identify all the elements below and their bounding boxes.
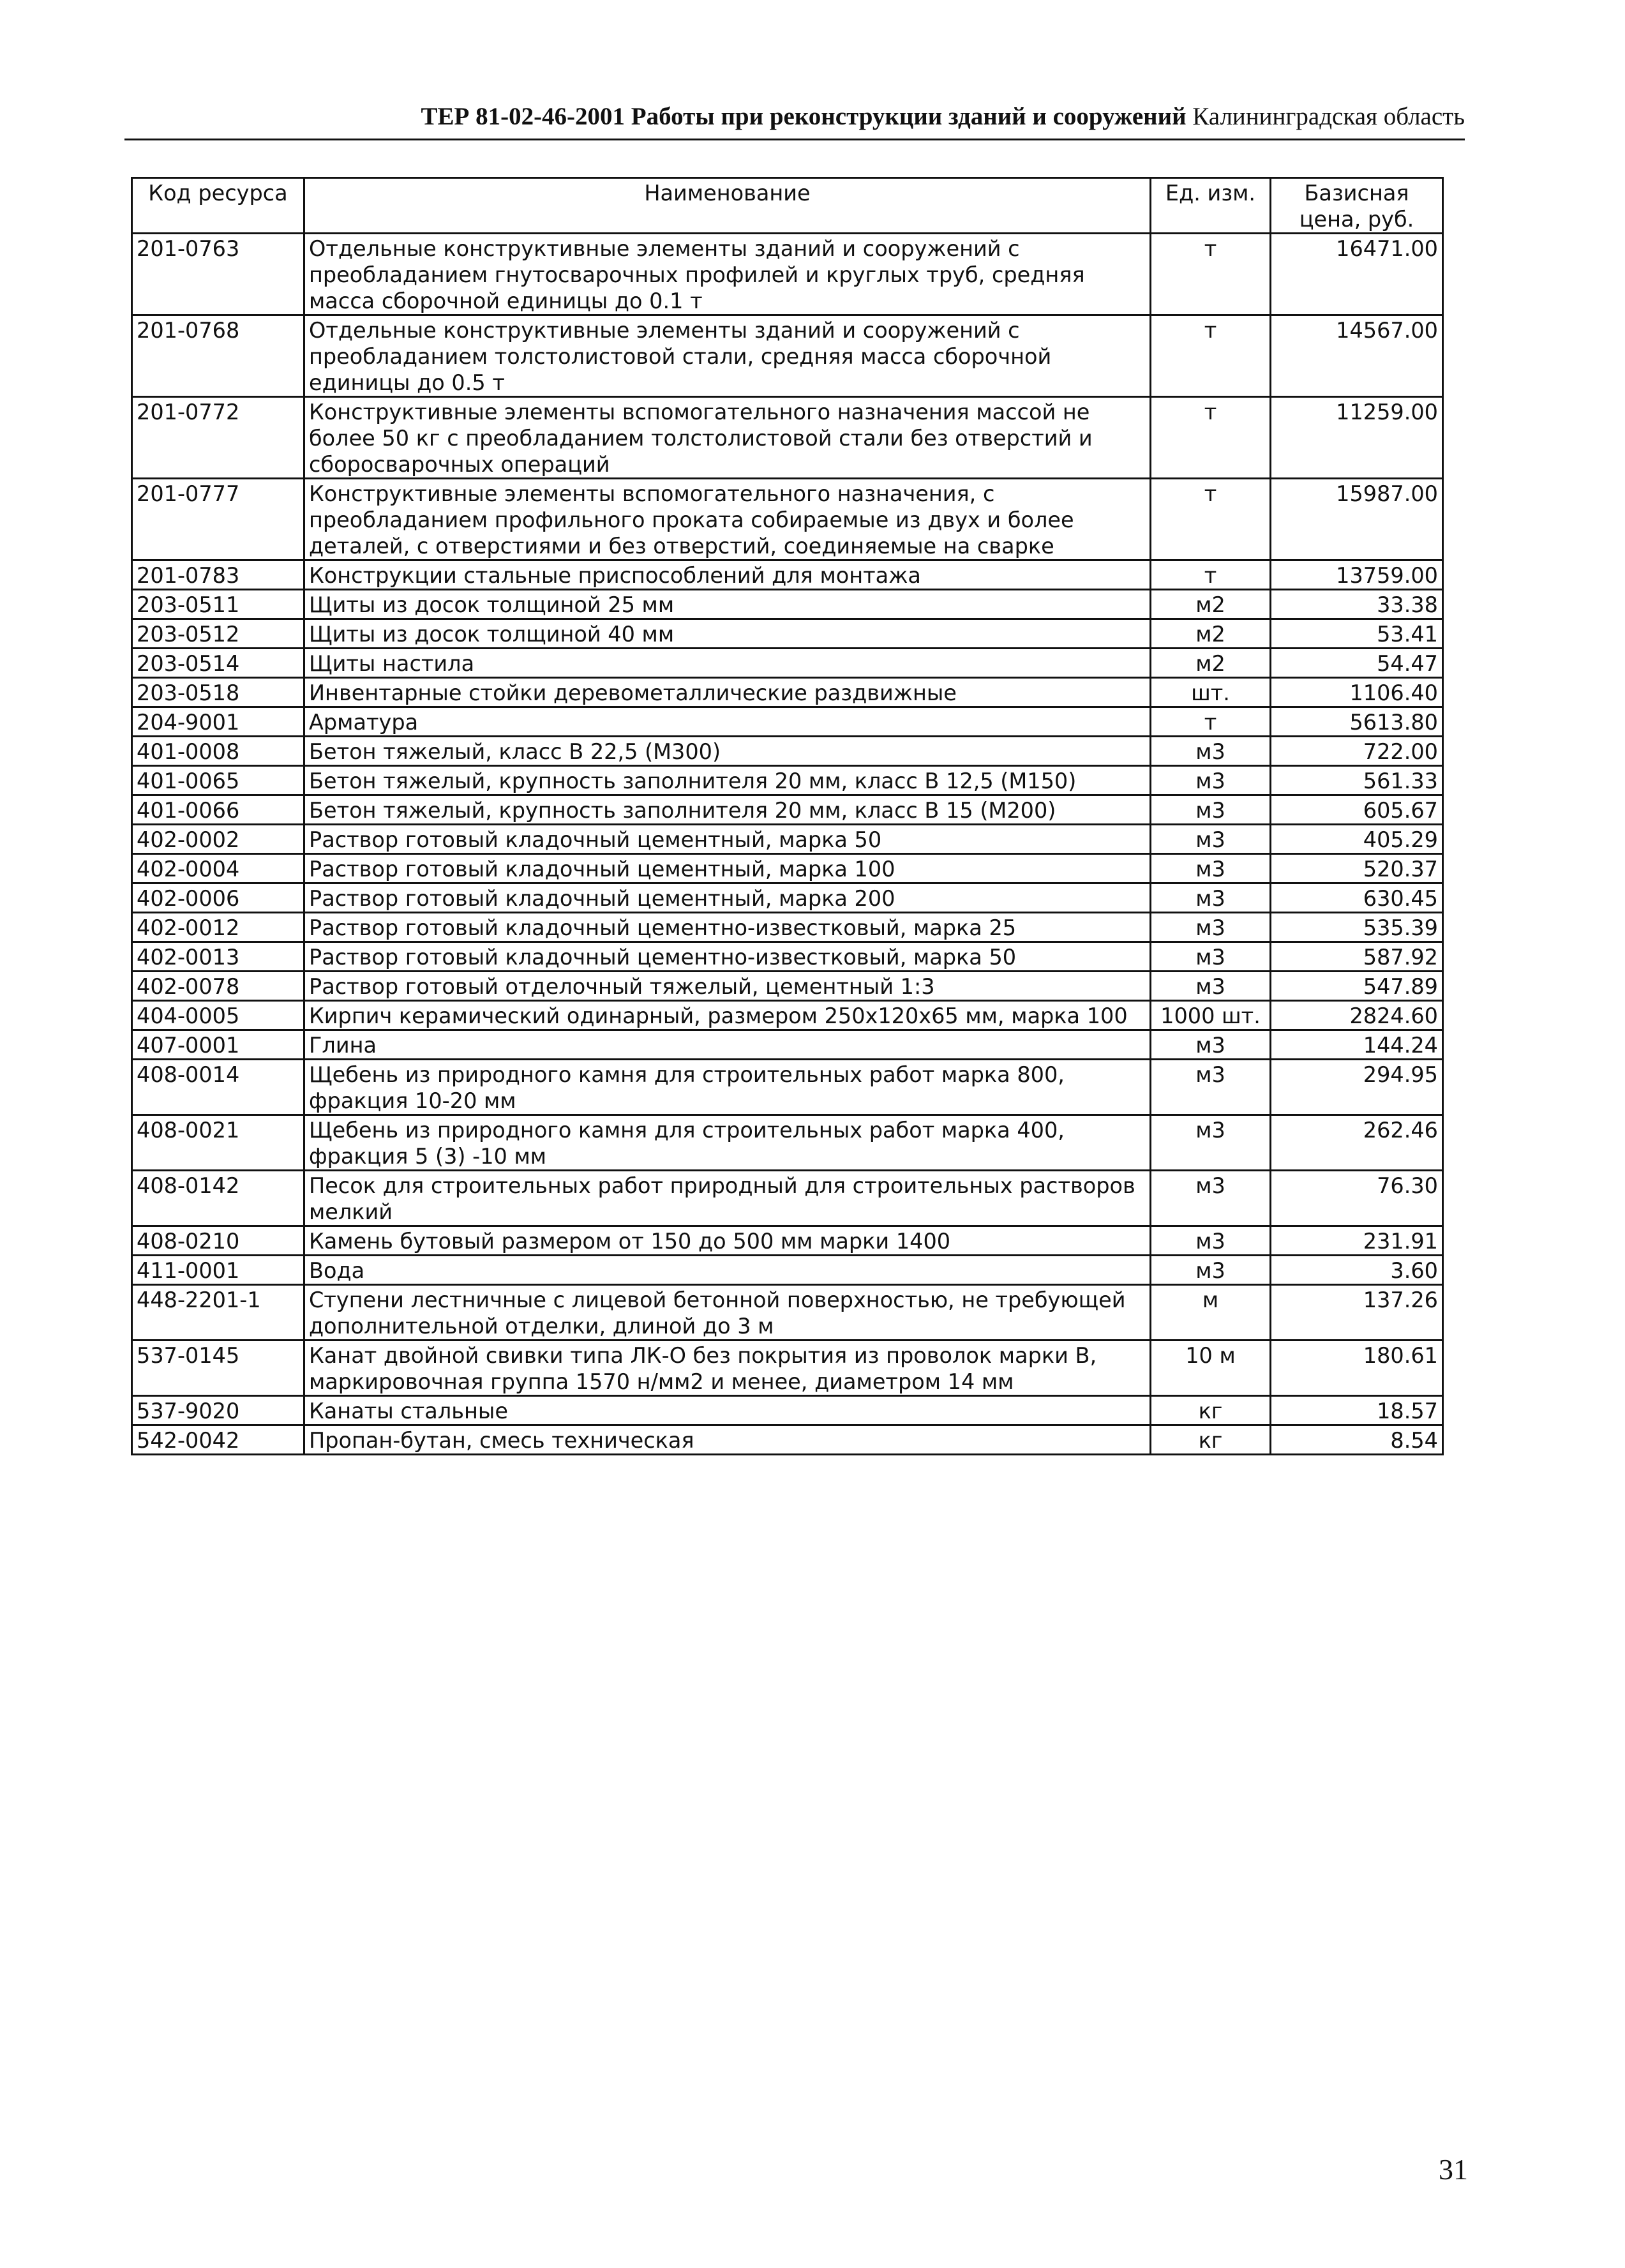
table-row (132, 854, 1443, 883)
unit-cell: м2 (1151, 649, 1271, 678)
name-cell: Кирпич керамический одинарный, размером 250х120х65 мм, марка 100 (304, 1001, 1151, 1030)
table-row (132, 234, 1443, 315)
name-cell: Щиты настила (304, 649, 1151, 678)
name-cell: Ступени лестничные с лицевой бетонной поверхностью, не требующей дополнительной отделки, длиной до 3 м (304, 1285, 1151, 1341)
unit-cell: т (1151, 234, 1271, 315)
name-cell: Бетон тяжелый, крупность заполнителя 20 мм, класс В 15 (М200) (304, 795, 1151, 825)
name-cell: Конструктивные элементы вспомогательного назначения массой не более 50 кг с преобладанием толстолистовой стали без отверстий и сборосварочных операций (304, 397, 1151, 479)
name-cell: Конструкции стальные приспособлений для монтажа (304, 560, 1151, 590)
name-cell: Канаты стальные (304, 1396, 1151, 1425)
price-cell: 535.39 (1271, 913, 1443, 942)
unit-cell: т (1151, 397, 1271, 479)
code-cell: 402-0013 (132, 942, 304, 972)
code-cell: 203-0511 (132, 590, 304, 619)
code-cell: 408-0014 (132, 1060, 304, 1115)
code-cell: 401-0066 (132, 795, 304, 825)
price-cell: 15987.00 (1271, 479, 1443, 560)
unit-cell: т (1151, 479, 1271, 560)
price-cell: 547.89 (1271, 972, 1443, 1001)
name-cell: Канат двойной свивки типа ЛК-О без покрытия из проволок марки В, маркировочная группа 1570 н/мм2 и менее, диаметром 14 мм (304, 1341, 1151, 1396)
name-cell: Камень бутовый размером от 150 до 500 мм марки 1400 (304, 1226, 1151, 1256)
code-cell: 408-0021 (132, 1115, 304, 1171)
column-header-code: Код ресурса (132, 178, 304, 234)
code-cell: 404-0005 (132, 1001, 304, 1030)
table-row (132, 1256, 1443, 1285)
code-cell: 203-0512 (132, 619, 304, 649)
price-cell: 1106.40 (1271, 678, 1443, 707)
unit-cell: 10 м (1151, 1341, 1271, 1396)
price-cell: 33.38 (1271, 590, 1443, 619)
unit-cell: м3 (1151, 1115, 1271, 1171)
code-cell: 401-0008 (132, 737, 304, 766)
name-cell: Пропан-бутан, смесь техническая (304, 1425, 1151, 1455)
table-row (132, 397, 1443, 479)
unit-cell: кг (1151, 1425, 1271, 1455)
unit-cell: м3 (1151, 942, 1271, 972)
price-cell: 137.26 (1271, 1285, 1443, 1341)
unit-cell: м3 (1151, 1226, 1271, 1256)
price-cell: 561.33 (1271, 766, 1443, 795)
header-title: ТЕР 81-02-46-2001 Работы при реконструкции зданий и сооружений (421, 103, 1187, 130)
table-row (132, 766, 1443, 795)
table-row (132, 479, 1443, 560)
unit-cell: м3 (1151, 825, 1271, 854)
code-cell: 537-0145 (132, 1341, 304, 1396)
table-row (132, 1396, 1443, 1425)
table-row (132, 678, 1443, 707)
price-cell: 722.00 (1271, 737, 1443, 766)
table-row (132, 619, 1443, 649)
code-cell: 402-0002 (132, 825, 304, 854)
code-cell: 201-0783 (132, 560, 304, 590)
price-cell: 3.60 (1271, 1256, 1443, 1285)
price-cell: 520.37 (1271, 854, 1443, 883)
price-cell: 54.47 (1271, 649, 1443, 678)
code-cell: 201-0777 (132, 479, 304, 560)
code-cell: 402-0006 (132, 883, 304, 913)
table-row (132, 972, 1443, 1001)
unit-cell: м3 (1151, 972, 1271, 1001)
unit-cell: м2 (1151, 590, 1271, 619)
table-row (132, 913, 1443, 942)
table-row (132, 825, 1443, 854)
price-cell: 11259.00 (1271, 397, 1443, 479)
column-header-price: Базисная цена, руб. (1271, 178, 1443, 234)
name-cell: Конструктивные элементы вспомогательного назначения, с преобладанием профильного проката собираемые из двух и более деталей, с отверстиями и без отверстий, соединяемые на сварке (304, 479, 1151, 560)
price-cell: 5613.80 (1271, 707, 1443, 737)
unit-cell: м3 (1151, 1060, 1271, 1115)
table-row (132, 1060, 1443, 1115)
name-cell: Раствор готовый кладочный цементный, марка 200 (304, 883, 1151, 913)
unit-cell: м3 (1151, 795, 1271, 825)
unit-cell: м3 (1151, 883, 1271, 913)
column-header-unit: Ед. изм. (1151, 178, 1271, 234)
code-cell: 203-0518 (132, 678, 304, 707)
price-cell: 587.92 (1271, 942, 1443, 972)
table-row (132, 590, 1443, 619)
unit-cell: м3 (1151, 913, 1271, 942)
table-row (132, 707, 1443, 737)
unit-cell: 1000 шт. (1151, 1001, 1271, 1030)
price-cell: 294.95 (1271, 1060, 1443, 1115)
name-cell: Бетон тяжелый, крупность заполнителя 20 мм, класс В 12,5 (М150) (304, 766, 1151, 795)
code-cell: 408-0210 (132, 1226, 304, 1256)
table-row (132, 1425, 1443, 1455)
code-cell: 203-0514 (132, 649, 304, 678)
name-cell: Щиты из досок толщиной 40 мм (304, 619, 1151, 649)
code-cell: 402-0078 (132, 972, 304, 1001)
price-cell: 144.24 (1271, 1030, 1443, 1060)
header-region: Калининградская область (1192, 103, 1465, 130)
unit-cell: м3 (1151, 737, 1271, 766)
table-row (132, 1341, 1443, 1396)
price-cell: 262.46 (1271, 1115, 1443, 1171)
table-header-row (132, 178, 1443, 234)
name-cell: Вода (304, 1256, 1151, 1285)
name-cell: Отдельные конструктивные элементы зданий и сооружений с преобладанием толстолистовой стали, средняя масса сборочной единицы до 0.5 т (304, 315, 1151, 397)
name-cell: Раствор готовый кладочный цементный, марка 100 (304, 854, 1151, 883)
unit-cell: шт. (1151, 678, 1271, 707)
code-cell: 407-0001 (132, 1030, 304, 1060)
unit-cell: м3 (1151, 854, 1271, 883)
name-cell: Глина (304, 1030, 1151, 1060)
table-row (132, 1030, 1443, 1060)
header-rule (124, 139, 1465, 140)
column-header-name: Наименование (304, 178, 1151, 234)
code-cell: 537-9020 (132, 1396, 304, 1425)
name-cell: Отдельные конструктивные элементы зданий и сооружений с преобладанием гнутосварочных профилей и круглых труб, средняя масса сборочной единицы до 0.1 т (304, 234, 1151, 315)
unit-cell: т (1151, 707, 1271, 737)
unit-cell: м3 (1151, 1030, 1271, 1060)
unit-cell: т (1151, 315, 1271, 397)
name-cell: Раствор готовый кладочный цементно-известковый, марка 25 (304, 913, 1151, 942)
table-row (132, 1171, 1443, 1226)
price-cell: 630.45 (1271, 883, 1443, 913)
name-cell: Раствор готовый кладочный цементно-известковый, марка 50 (304, 942, 1151, 972)
price-cell: 8.54 (1271, 1425, 1443, 1455)
page-header (124, 99, 1465, 135)
unit-cell: м3 (1151, 1256, 1271, 1285)
code-cell: 411-0001 (132, 1256, 304, 1285)
name-cell: Инвентарные стойки деревометаллические раздвижные (304, 678, 1151, 707)
name-cell: Щебень из природного камня для строительных работ марка 800, фракция 10-20 мм (304, 1060, 1151, 1115)
unit-cell: м2 (1151, 619, 1271, 649)
name-cell: Бетон тяжелый, класс В 22,5 (М300) (304, 737, 1151, 766)
price-cell: 16471.00 (1271, 234, 1443, 315)
price-cell: 605.67 (1271, 795, 1443, 825)
code-cell: 401-0065 (132, 766, 304, 795)
table-row (132, 649, 1443, 678)
unit-cell: м (1151, 1285, 1271, 1341)
table-row (132, 737, 1443, 766)
code-cell: 402-0004 (132, 854, 304, 883)
name-cell: Раствор готовый отделочный тяжелый, цементный 1:3 (304, 972, 1151, 1001)
unit-cell: кг (1151, 1396, 1271, 1425)
price-cell: 76.30 (1271, 1171, 1443, 1226)
name-cell: Щиты из досок толщиной 25 мм (304, 590, 1151, 619)
code-cell: 201-0763 (132, 234, 304, 315)
price-cell: 2824.60 (1271, 1001, 1443, 1030)
price-cell: 53.41 (1271, 619, 1443, 649)
name-cell: Песок для строительных работ природный для строительных растворов мелкий (304, 1171, 1151, 1226)
table-row (132, 883, 1443, 913)
table-row (132, 1001, 1443, 1030)
table-row (132, 795, 1443, 825)
code-cell: 408-0142 (132, 1171, 304, 1226)
name-cell: Щебень из природного камня для строительных работ марка 400, фракция 5 (3) -10 мм (304, 1115, 1151, 1171)
price-cell: 180.61 (1271, 1341, 1443, 1396)
table-body (132, 234, 1443, 1455)
price-cell: 18.57 (1271, 1396, 1443, 1425)
code-cell: 542-0042 (132, 1425, 304, 1455)
price-cell: 231.91 (1271, 1226, 1443, 1256)
resource-price-table (131, 177, 1444, 1455)
price-cell: 14567.00 (1271, 315, 1443, 397)
table-row (132, 942, 1443, 972)
page-number: 31 (1439, 2153, 1468, 2186)
code-cell: 201-0772 (132, 397, 304, 479)
price-cell: 13759.00 (1271, 560, 1443, 590)
code-cell: 402-0012 (132, 913, 304, 942)
table-row (132, 1285, 1443, 1341)
code-cell: 201-0768 (132, 315, 304, 397)
name-cell: Раствор готовый кладочный цементный, марка 50 (304, 825, 1151, 854)
table-row (132, 315, 1443, 397)
name-cell: Арматура (304, 707, 1151, 737)
unit-cell: т (1151, 560, 1271, 590)
table-row (132, 1226, 1443, 1256)
table-row (132, 560, 1443, 590)
code-cell: 448-2201-1 (132, 1285, 304, 1341)
code-cell: 204-9001 (132, 707, 304, 737)
price-cell: 405.29 (1271, 825, 1443, 854)
unit-cell: м3 (1151, 766, 1271, 795)
unit-cell: м3 (1151, 1171, 1271, 1226)
table-row (132, 1115, 1443, 1171)
